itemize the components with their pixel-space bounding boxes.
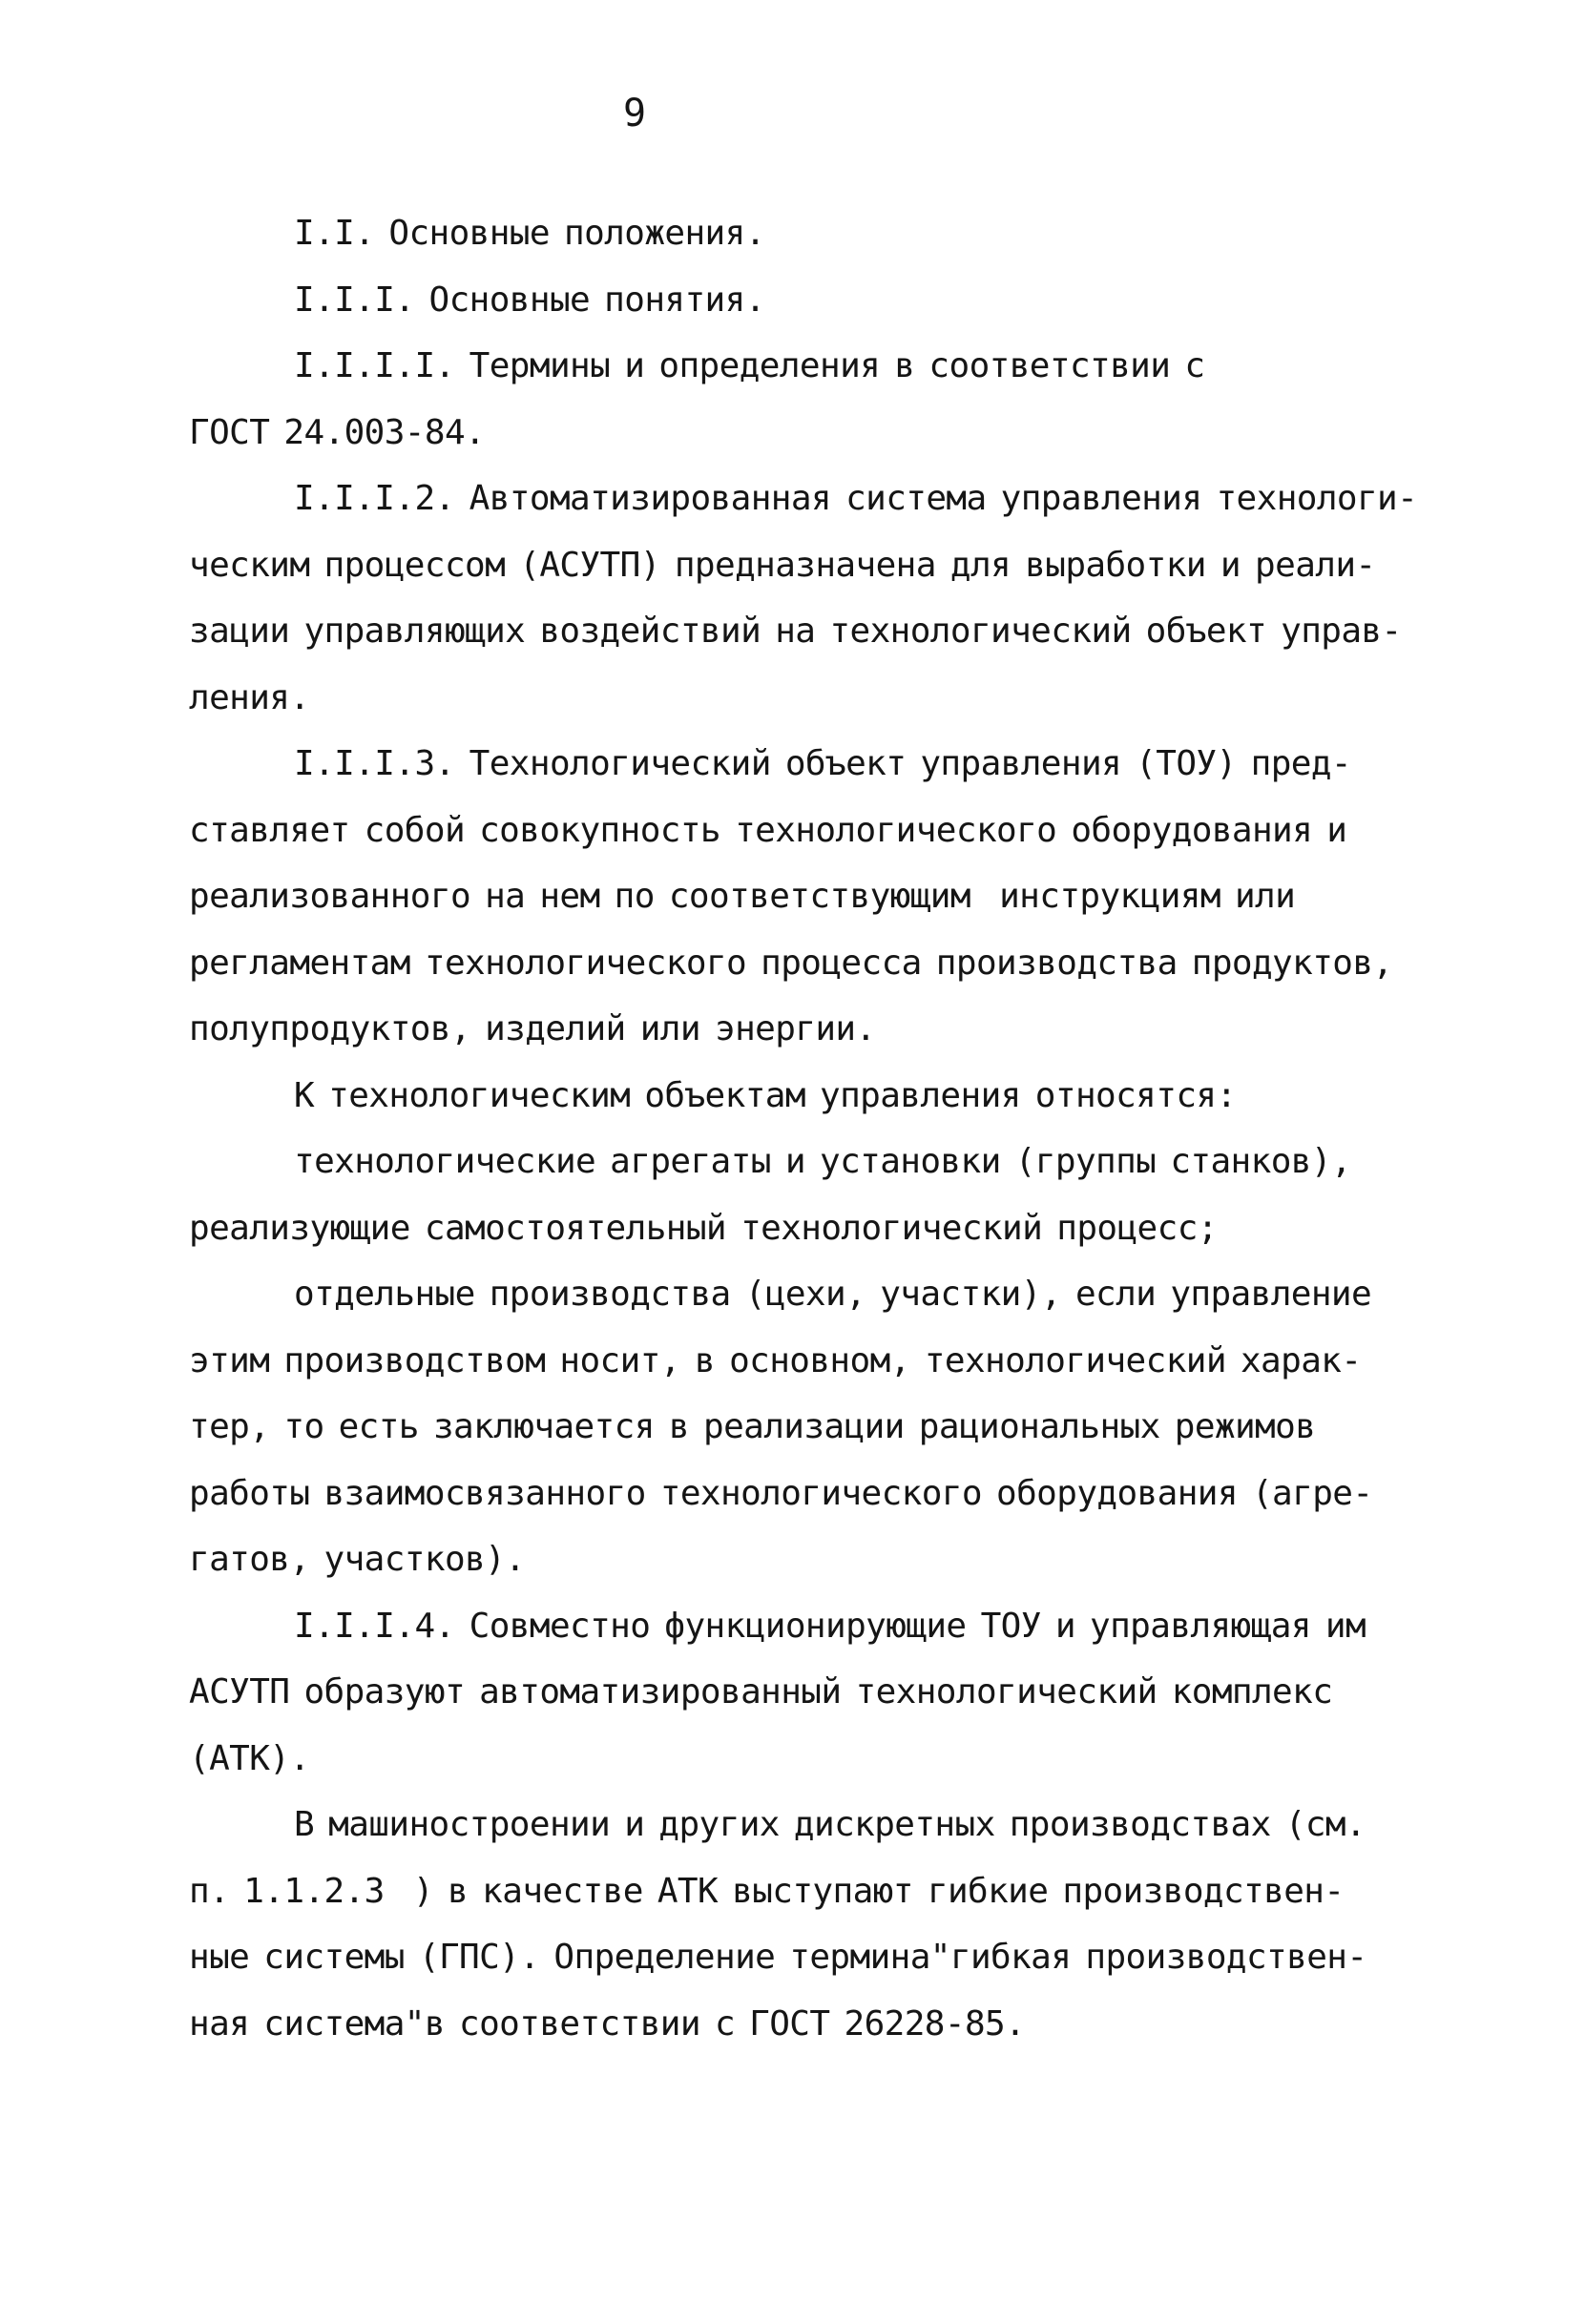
text-line: АСУТП образуют автоматизированный технологический комплекс [189, 1672, 1333, 1712]
text-line: I.I.I.3. Технологический объект управления (ТОУ) пред- [294, 744, 1351, 783]
text-line: этим производством носит, в основном, технологический харак- [189, 1340, 1362, 1380]
page-number: 9 [622, 92, 647, 135]
text-line: ления. [189, 677, 310, 717]
text-line: К технологическим объектам управления относятся: [294, 1075, 1237, 1115]
text-line: ная система"в соответствии с ГОСТ 26228-85. [189, 2003, 1026, 2044]
text-line: ческим процессом (АСУТП) предназначена для выработки и реали- [189, 545, 1376, 585]
text-line: работы взаимосвязанного технологического оборудования (агре- [189, 1473, 1373, 1513]
text-line: I.I.I.2. Автоматизированная система управления технологи- [294, 479, 1418, 518]
text-line: регламентам технологического процесса производства продуктов, [189, 943, 1393, 983]
text-line: гатов, участков). [189, 1540, 526, 1579]
text-line: п. 1.1.2.3 ) в качестве АТК выступают гибкие производствен- [189, 1871, 1345, 1911]
text-line: I.I. Основные положения. [294, 214, 765, 253]
text-line: ные системы (ГПС). Определение термина"гибкая производствен- [189, 1938, 1367, 1977]
text-line: полупродуктов, изделий или энергии. [189, 1009, 876, 1048]
text-line: отдельные производства (цехи, участки), если управление [294, 1275, 1372, 1314]
text-line: ГОСТ 24.003-84. [189, 412, 486, 452]
text-line: технологические агрегаты и установки (группы станков), [294, 1142, 1351, 1181]
text-line: I.I.I.4. Совместно функционирующие ТОУ и управляющая им [294, 1606, 1366, 1646]
text-line: ставляет собой совокупность технологического оборудования и [189, 810, 1347, 850]
text-line: тер, то есть заключается в реализации рациональных режимов [189, 1407, 1316, 1446]
text-line: зации управляющих воздействий на технологический объект управ- [189, 612, 1402, 651]
text-line: (АТК). [189, 1738, 310, 1778]
text-line: В машиностроении и других дискретных производствах (см. [294, 1805, 1366, 1844]
text-line: реализующие самостоятельный технологический процесс; [189, 1208, 1218, 1248]
text-line: реализованного на нем по соответствующим инструкциям или [189, 877, 1296, 916]
document-body [189, 200, 1458, 2057]
text-line: I.I.I.I. Термины и определения в соответствии с [294, 346, 1205, 385]
text-line: I.I.I. Основные понятия. [294, 280, 765, 320]
